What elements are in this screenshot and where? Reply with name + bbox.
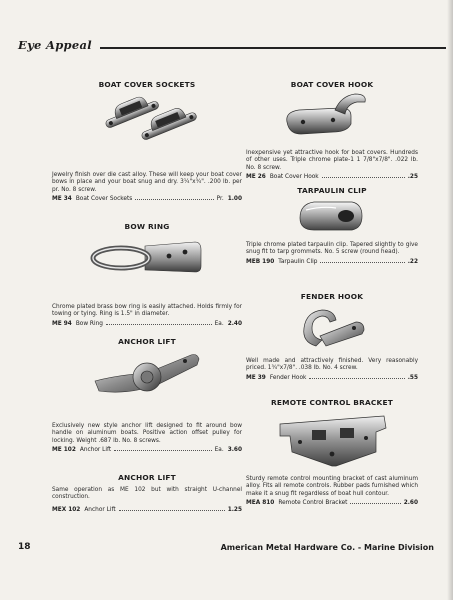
order-line [52,507,242,515]
order-line [52,447,242,455]
product-code: ME 34 [52,195,72,202]
page-edge-shadow [447,0,453,600]
product-description: Same operation as ME 102 but with straight U-channel construction. [52,487,242,501]
order-line [52,321,242,329]
order-line [246,259,418,267]
product-name: Tarpaulin Clip [278,258,318,265]
product-price: .55 [407,374,418,381]
product-name: Remote Control Bracket [278,499,348,506]
product-name: Boat Cover Hook [269,173,319,180]
product-code: MEB 190 [246,258,275,265]
product-remote-control-bracket [246,398,418,507]
order-line [246,500,418,508]
product-price: .25 [407,173,418,180]
product-name: Fender Hook [269,374,307,381]
product-description: Chrome plated brass bow ring is easily attached. Holds firmly for towing or tying. Ring is 1.5" in diameter. [52,304,242,318]
product-title: BOAT COVER SOCKETS [98,80,196,89]
product-unit: Pr. [216,195,224,202]
anchor-lift-image [87,347,207,409]
product-name: Bow Ring [75,320,103,327]
product-price: 1.25 [227,506,242,513]
product-boat-cover-sockets [52,80,242,203]
product-title: ANCHOR LIFT [118,337,176,346]
product-price: .22 [407,258,418,265]
leader-dots [114,449,211,451]
product-tarpaulin-clip [246,186,418,266]
product-boat-cover-hook [246,80,418,181]
product-code: ME 39 [246,374,266,381]
leader-dots [135,198,213,200]
product-name: Anchor Lift [84,506,116,513]
product-description: Exclusively new style anchor lift designed to fit around bow handle on aluminum boats. Positive action offset pulley for locking. Weight .687 lb. No. 8 screws. [52,423,242,444]
product-title: TARPAULIN CLIP [297,186,367,195]
product-bow-ring [52,222,242,328]
product-code: MEA 810 [246,499,275,506]
order-line [246,174,418,182]
remote-control-bracket-image [272,408,392,472]
boat-cover-hook-image [277,90,387,142]
order-line [52,196,242,204]
header-title: Eye Appeal [18,38,92,52]
product-price: 2.40 [227,320,242,327]
product-anchor-lift-mex [52,473,242,514]
tarpaulin-clip-image [292,196,372,236]
header-rule [100,47,446,49]
company-name: American Metal Hardware Co. - Marine Division [220,543,434,552]
product-price: 2.60 [403,499,418,506]
page-number: 18 [18,542,31,552]
product-fender-hook [246,292,418,382]
product-anchor-lift [52,337,242,454]
leader-dots [350,502,400,504]
product-title: REMOTE CONTROL BRACKET [271,398,393,407]
product-price: 3.60 [227,446,242,453]
product-title: BOW RING [124,222,170,231]
product-title: BOAT COVER HOOK [290,80,374,89]
product-price: 1.00 [227,195,242,202]
leader-dots [320,261,404,263]
leader-dots [119,509,225,511]
product-description: Jewelry finish over die cast alloy. These will keep your boat cover bows in place and your boat snug and dry. 3¼"x¾". .200 lb. per pr. No. 8 screw. [52,172,242,193]
product-unit: Ea. [214,320,224,327]
bow-ring-image [87,232,207,288]
product-name: Boat Cover Sockets [75,195,133,202]
product-code: ME 94 [52,320,72,327]
product-name: Anchor Lift [79,446,112,453]
product-title: ANCHOR LIFT [118,473,176,482]
product-description: Inexpensive yet attractive hook for boat covers. Hundreds of other uses. Triple chrome plate-1 1 7/8"x7/8". .022 lb. No. 8 screw. [246,150,418,171]
fender-hook-image [292,302,372,352]
leader-dots [106,323,212,325]
leader-dots [309,377,404,379]
product-code: ME 102 [52,446,76,453]
product-description: Triple chrome plated tarpaulin clip. Tapered slightly to give snug fit to tarp grommets. No. 5 screw (round head). [246,242,418,256]
leader-dots [322,176,405,178]
product-unit: Ea. [214,446,224,453]
product-code: MEX 102 [52,506,81,513]
page-header [18,38,446,54]
product-description: Well made and attractively finished. Very reasonably priced. 1¾"x7/8". .038 lb. No. 4 screw. [246,358,418,372]
product-code: ME 26 [246,173,266,180]
boat-cover-sockets-image [87,90,207,152]
order-line [246,375,418,383]
product-description: Sturdy remote control mounting bracket of cast aluminum alloy. Fits all remote controls. Rubber pads furnished which make it a snug fit regardless of boat hull contour. [246,476,418,497]
product-title: FENDER HOOK [300,292,364,301]
